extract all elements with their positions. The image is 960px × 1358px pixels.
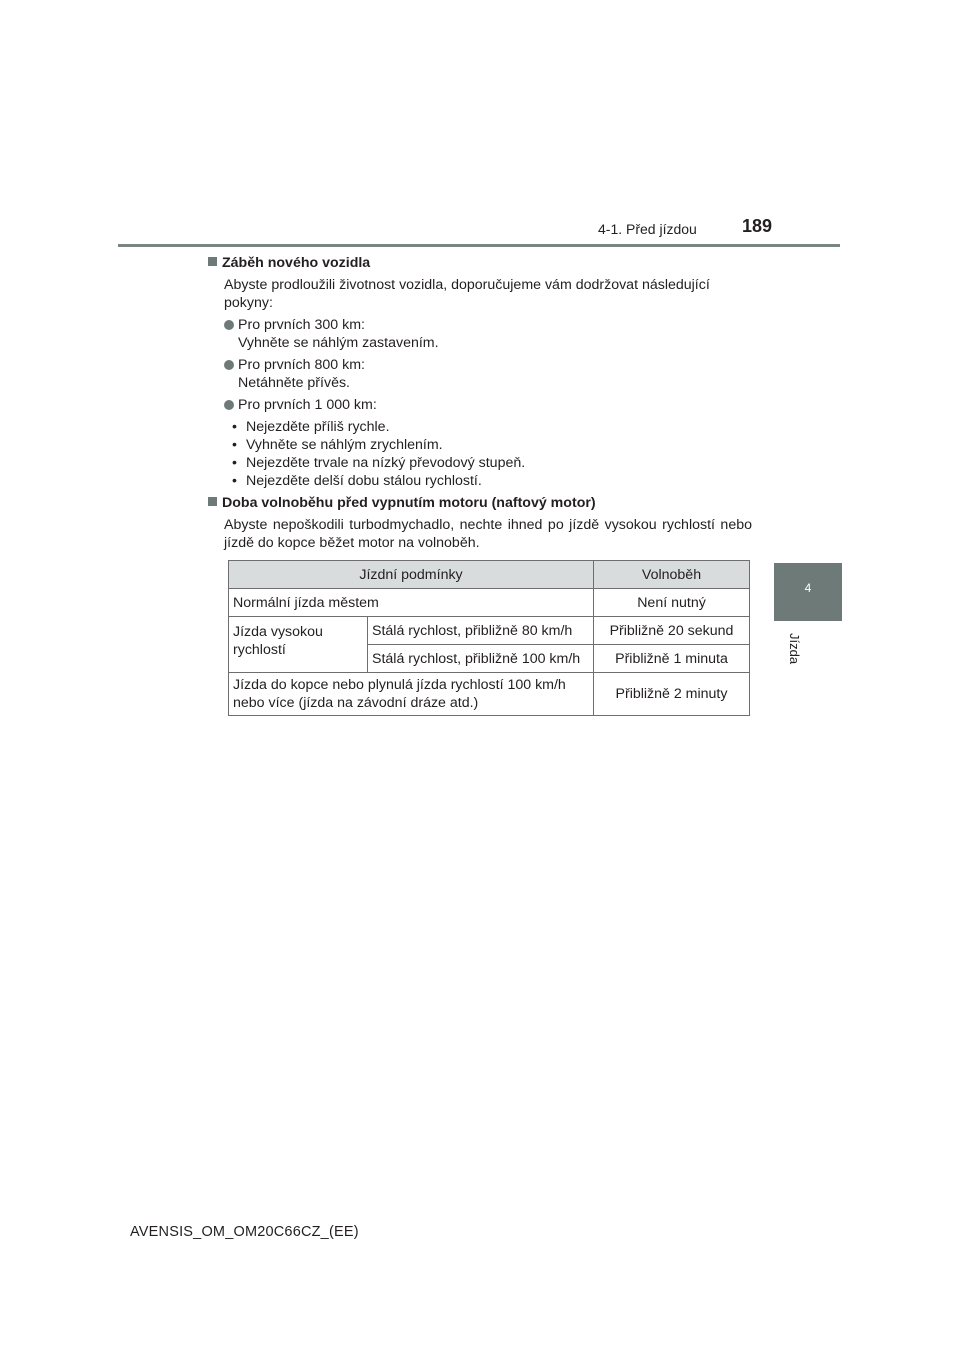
chapter-number: 4 (804, 581, 812, 595)
column-header: Jízdní podmínky (229, 561, 594, 589)
dot-icon: • (232, 419, 237, 435)
list-item-title: Pro prvních 800 km: (238, 357, 365, 373)
page-number: 189 (742, 216, 773, 236)
document-code: AVENSIS_OM_OM20C66CZ_(EE) (130, 1224, 359, 1240)
table-cell: Normální jízda městem (229, 589, 594, 617)
table-cell: Jízda vysokou rychlostí (229, 617, 368, 673)
heading-text: Záběh nového vozidla (222, 255, 371, 271)
list-item-title: Pro prvních 300 km: (238, 317, 365, 333)
header-rule (118, 244, 840, 247)
square-bullet-icon (208, 497, 217, 506)
square-bullet-icon (208, 257, 217, 266)
sub-list-item: • Nejezděte trvale na nízký převodový stupeň. (232, 455, 526, 471)
idle-time-table (228, 560, 750, 716)
list-item (224, 396, 768, 414)
table-row (229, 589, 750, 617)
table-header-row (229, 561, 750, 589)
circle-bullet-icon (224, 320, 234, 330)
table-cell: Stálá rychlost, přibližně 80 km/h (368, 617, 594, 645)
sub-list-item: • Nejezděte příliš rychle. (232, 419, 390, 435)
chapter-tab (774, 563, 842, 621)
table-cell: Přibližně 1 minuta (594, 645, 750, 673)
paragraph: Abyste nepoškodili turbodmychadlo, nechte ihned po jízdě vysokou rychlostí nebo jízdě do kopce běžet motor na volnoběh. (224, 517, 752, 551)
table-cell: Stálá rychlost, přibližně 100 km/h (368, 645, 594, 673)
list-item-title: Pro prvních 1 000 km: (238, 397, 377, 413)
circle-bullet-icon (224, 400, 234, 410)
dot-icon: • (232, 455, 237, 471)
dot-icon: • (232, 437, 237, 453)
list-item (224, 316, 768, 352)
list-item (224, 356, 768, 392)
page-content (208, 254, 768, 556)
sub-list-item: • Nejezděte delší dobu stálou rychlostí. (232, 473, 482, 489)
section-title: 4-1. Před jízdou (598, 221, 697, 237)
circle-bullet-icon (224, 360, 234, 370)
chapter-label: Jízda (787, 633, 802, 665)
sub-list (232, 418, 768, 490)
dot-icon: • (232, 473, 237, 489)
sub-list-item: • Vyhněte se náhlým zrychlením. (232, 437, 443, 453)
list-item-detail: Netáhněte přívěs. (238, 375, 350, 391)
heading-text: Doba volnoběhu před vypnutím motoru (naftový motor) (222, 495, 596, 511)
list-item-detail: Vyhněte se náhlým zastavením. (238, 335, 439, 351)
column-header: Volnoběh (594, 561, 750, 589)
table-cell: Jízda do kopce nebo plynulá jízda rychlostí 100 km/h nebo více (jízda na závodní dráze atd.) (229, 673, 594, 716)
section-heading-idle-time (208, 494, 768, 512)
table-row (229, 673, 750, 716)
table-cell: Přibližně 2 minuty (594, 673, 750, 716)
table-row (229, 617, 750, 645)
paragraph: Abyste prodloužili životnost vozidla, doporučujeme vám dodržovat následující pokyny: (224, 277, 710, 311)
section-heading-break-in (208, 254, 768, 272)
table-cell: Není nutný (594, 589, 750, 617)
table-cell: Přibližně 20 sekund (594, 617, 750, 645)
